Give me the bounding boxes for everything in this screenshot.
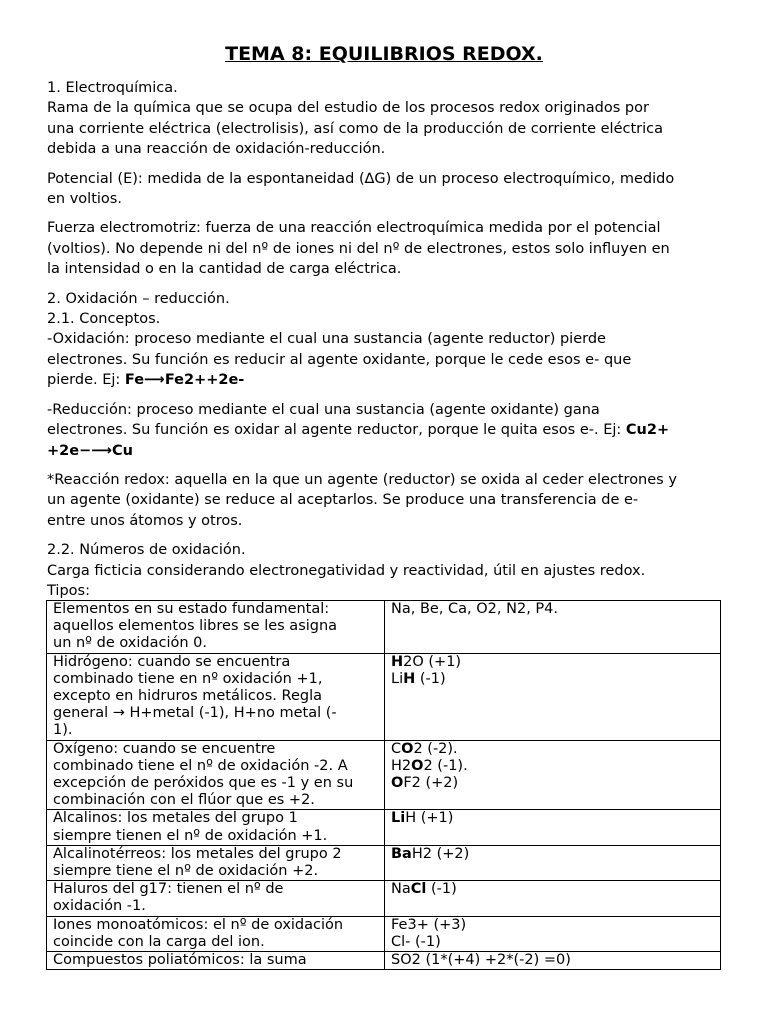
rule-line: combinado tiene el nº de oxidación -2. A bbox=[53, 757, 348, 774]
table-row bbox=[47, 845, 721, 880]
text-line: (voltios). No depende ni del nº de iones ni del nº de electrones, estos solo influyen en bbox=[47, 240, 670, 257]
example-line bbox=[391, 654, 714, 671]
example-text: Cl- (-1) bbox=[391, 933, 441, 950]
example-line bbox=[391, 741, 714, 758]
example-text: 2 (-2). bbox=[413, 740, 458, 757]
highlighted-element: H bbox=[391, 653, 404, 670]
example-text: Na, Be, Ca, O2, N2, P4. bbox=[391, 601, 558, 617]
example-text: Fe3+ (+3) bbox=[391, 916, 467, 933]
highlighted-element: H bbox=[403, 670, 416, 687]
section-heading: 1. Electroquímica. bbox=[47, 80, 178, 96]
table-row bbox=[47, 740, 721, 810]
table-body bbox=[47, 601, 721, 970]
example-line bbox=[391, 671, 714, 688]
reduction-example-equation-cont: +2e−⟶Cu bbox=[47, 442, 133, 459]
reduction-example-equation: Cu2+ bbox=[625, 422, 670, 439]
example-cell bbox=[385, 916, 721, 951]
example-line bbox=[391, 917, 714, 934]
rule-line: Compuestos poliatómicos: la suma bbox=[53, 952, 307, 969]
rule-cell bbox=[47, 952, 385, 970]
rule-line: 1). bbox=[53, 722, 73, 739]
paragraph-potencial bbox=[47, 169, 727, 210]
text-line: en voltios. bbox=[47, 191, 122, 208]
example-line bbox=[391, 601, 714, 618]
rule-cell bbox=[47, 740, 385, 810]
oxidation-example-equation: Fe⟶Fe2++2e- bbox=[124, 372, 245, 389]
section-oxidacion-reduccion bbox=[47, 289, 727, 391]
rule-line: combinado tiene en nº oxidación +1, bbox=[53, 670, 323, 687]
text-line-with-example bbox=[47, 370, 727, 390]
example-line bbox=[391, 846, 714, 863]
example-text: C bbox=[391, 740, 402, 757]
example-text: SO2 (1*(+4) +2*(-2) =0) bbox=[391, 952, 571, 969]
rule-line: excepción de peróxidos que es -1 y en su bbox=[53, 775, 354, 792]
rule-line: siempre tiene el nº de oxidación +2. bbox=[53, 863, 319, 880]
text-line: Potencial (E): medida de la espontaneidad (∆G) de un proceso electroquímico, medido bbox=[47, 170, 675, 187]
example-cell bbox=[385, 653, 721, 740]
rule-line: un nº de oxidación 0. bbox=[53, 635, 207, 652]
table-row bbox=[47, 952, 721, 970]
example-line bbox=[391, 952, 714, 969]
example-cell bbox=[385, 845, 721, 880]
paragraph-reduccion bbox=[47, 400, 727, 461]
highlighted-element: Li bbox=[391, 810, 406, 827]
highlighted-element: O bbox=[401, 740, 414, 757]
table-row bbox=[47, 881, 721, 916]
text-line: la intensidad o en la cantidad de carga eléctrica. bbox=[47, 261, 402, 278]
text-line: entre unos átomos y otros. bbox=[47, 512, 243, 529]
subsection-heading: 2.2. Números de oxidación. bbox=[47, 542, 246, 559]
example-text: (-1) bbox=[426, 881, 457, 898]
rule-line: Hidrógeno: cuando se encuentra bbox=[53, 653, 291, 670]
example-text: (-1) bbox=[415, 670, 446, 687]
text-line: un agente (oxidante) se reduce al aceptarlos. Se produce una transferencia de e- bbox=[47, 492, 639, 509]
highlighted-element: Ba bbox=[391, 845, 412, 862]
document-body bbox=[47, 78, 727, 610]
example-text: 2 (-1). bbox=[423, 757, 468, 774]
rule-line: Oxígeno: cuando se encuentre bbox=[53, 740, 276, 757]
rule-line: Iones monoatómicos: el nº de oxidación bbox=[53, 916, 344, 933]
page-title: TEMA 8: EQUILIBRIOS REDOX. bbox=[225, 43, 543, 65]
rule-line: coincide con la carga del ion. bbox=[53, 933, 265, 950]
table-row bbox=[47, 810, 721, 845]
highlighted-element: Cl bbox=[410, 881, 427, 898]
example-text: Li bbox=[391, 670, 404, 687]
text-line: electrones. Su función es reducir al agente oxidante, porque le cede esos e- que bbox=[47, 351, 632, 368]
paragraph-fuerza-electromotriz bbox=[47, 218, 727, 279]
rule-line: Alcalinotérreos: los metales del grupo 2 bbox=[53, 845, 342, 862]
example-text: H (+1) bbox=[405, 810, 454, 827]
table-row bbox=[47, 653, 721, 740]
example-line bbox=[391, 758, 714, 775]
example-text: H2 bbox=[391, 757, 412, 774]
section-numeros-oxidacion bbox=[47, 540, 727, 601]
text-line-with-example bbox=[47, 420, 727, 440]
oxidation-numbers-table bbox=[46, 600, 721, 970]
example-cell bbox=[385, 881, 721, 916]
text-line: -Reducción: proceso mediante el cual una sustancia (agente oxidante) gana bbox=[47, 401, 600, 418]
subsection-heading: 2.1. Conceptos. bbox=[47, 311, 161, 328]
rule-line: Alcalinos: los metales del grupo 1 bbox=[53, 810, 298, 827]
example-text: Na bbox=[391, 881, 411, 898]
table-row bbox=[47, 916, 721, 951]
text-line: Carga ficticia considerando electronegatividad y reactividad, útil en ajustes redox. bbox=[47, 562, 646, 579]
text-line: -Oxidación: proceso mediante el cual una sustancia (agente reductor) pierde bbox=[47, 331, 606, 348]
example-line bbox=[391, 810, 714, 827]
example-line bbox=[391, 881, 714, 898]
text-line: una corriente eléctrica (electrolisis), así como de la producción de corriente eléctrica bbox=[47, 120, 664, 137]
rule-line: general → H+metal (-1), H+no metal (- bbox=[53, 705, 337, 722]
example-text: F2 (+2) bbox=[403, 775, 459, 792]
rule-line: Elementos en su estado fundamental: bbox=[53, 601, 330, 617]
rule-line: combinación con el flúor que es +2. bbox=[53, 792, 315, 809]
table-row bbox=[47, 601, 721, 654]
example-line bbox=[391, 934, 714, 951]
text-line: *Reacción redox: aquella en la que un agente (reductor) se oxida al ceder electrones y bbox=[47, 471, 677, 488]
rule-cell bbox=[47, 845, 385, 880]
text-line: Fuerza electromotriz: fuerza de una reacción electroquímica medida por el potencial bbox=[47, 220, 661, 237]
highlighted-element: O bbox=[391, 775, 404, 792]
rule-cell bbox=[47, 810, 385, 845]
text-line: Tipos: bbox=[47, 582, 90, 599]
text-line: Rama de la química que se ocupa del estudio de los procesos redox originados por bbox=[47, 100, 649, 117]
paragraph-reaccion-redox bbox=[47, 470, 727, 531]
highlighted-element: O bbox=[411, 757, 424, 774]
rule-line: siempre tienen el nº de oxidación +1. bbox=[53, 827, 328, 844]
example-line bbox=[391, 775, 714, 792]
example-text: H2 (+2) bbox=[411, 845, 470, 862]
example-cell bbox=[385, 601, 721, 654]
text-fragment: electrones. Su función es oxidar al agente reductor, porque le quita esos e-. Ej: bbox=[47, 422, 626, 439]
example-text: 2O (+1) bbox=[403, 653, 462, 670]
text-line: debida a una reacción de oxidación-reducción. bbox=[47, 141, 386, 158]
rule-line: aquellos elementos libres se les asigna bbox=[53, 618, 338, 635]
text-line bbox=[47, 441, 727, 461]
rule-cell bbox=[47, 601, 385, 654]
rule-cell bbox=[47, 653, 385, 740]
rule-line: excepto en hidruros metálicos. Regla bbox=[53, 688, 322, 705]
example-cell bbox=[385, 952, 721, 970]
section-electroquimica bbox=[47, 78, 727, 160]
rule-line: oxidación -1. bbox=[53, 898, 146, 915]
text-fragment: pierde. Ej: bbox=[47, 372, 125, 389]
rule-cell bbox=[47, 881, 385, 916]
example-cell bbox=[385, 810, 721, 845]
section-heading: 2. Oxidación – reducción. bbox=[47, 290, 230, 307]
example-cell bbox=[385, 740, 721, 810]
rule-line: Haluros del g17: tienen el nº de bbox=[53, 881, 284, 898]
rule-cell bbox=[47, 916, 385, 951]
